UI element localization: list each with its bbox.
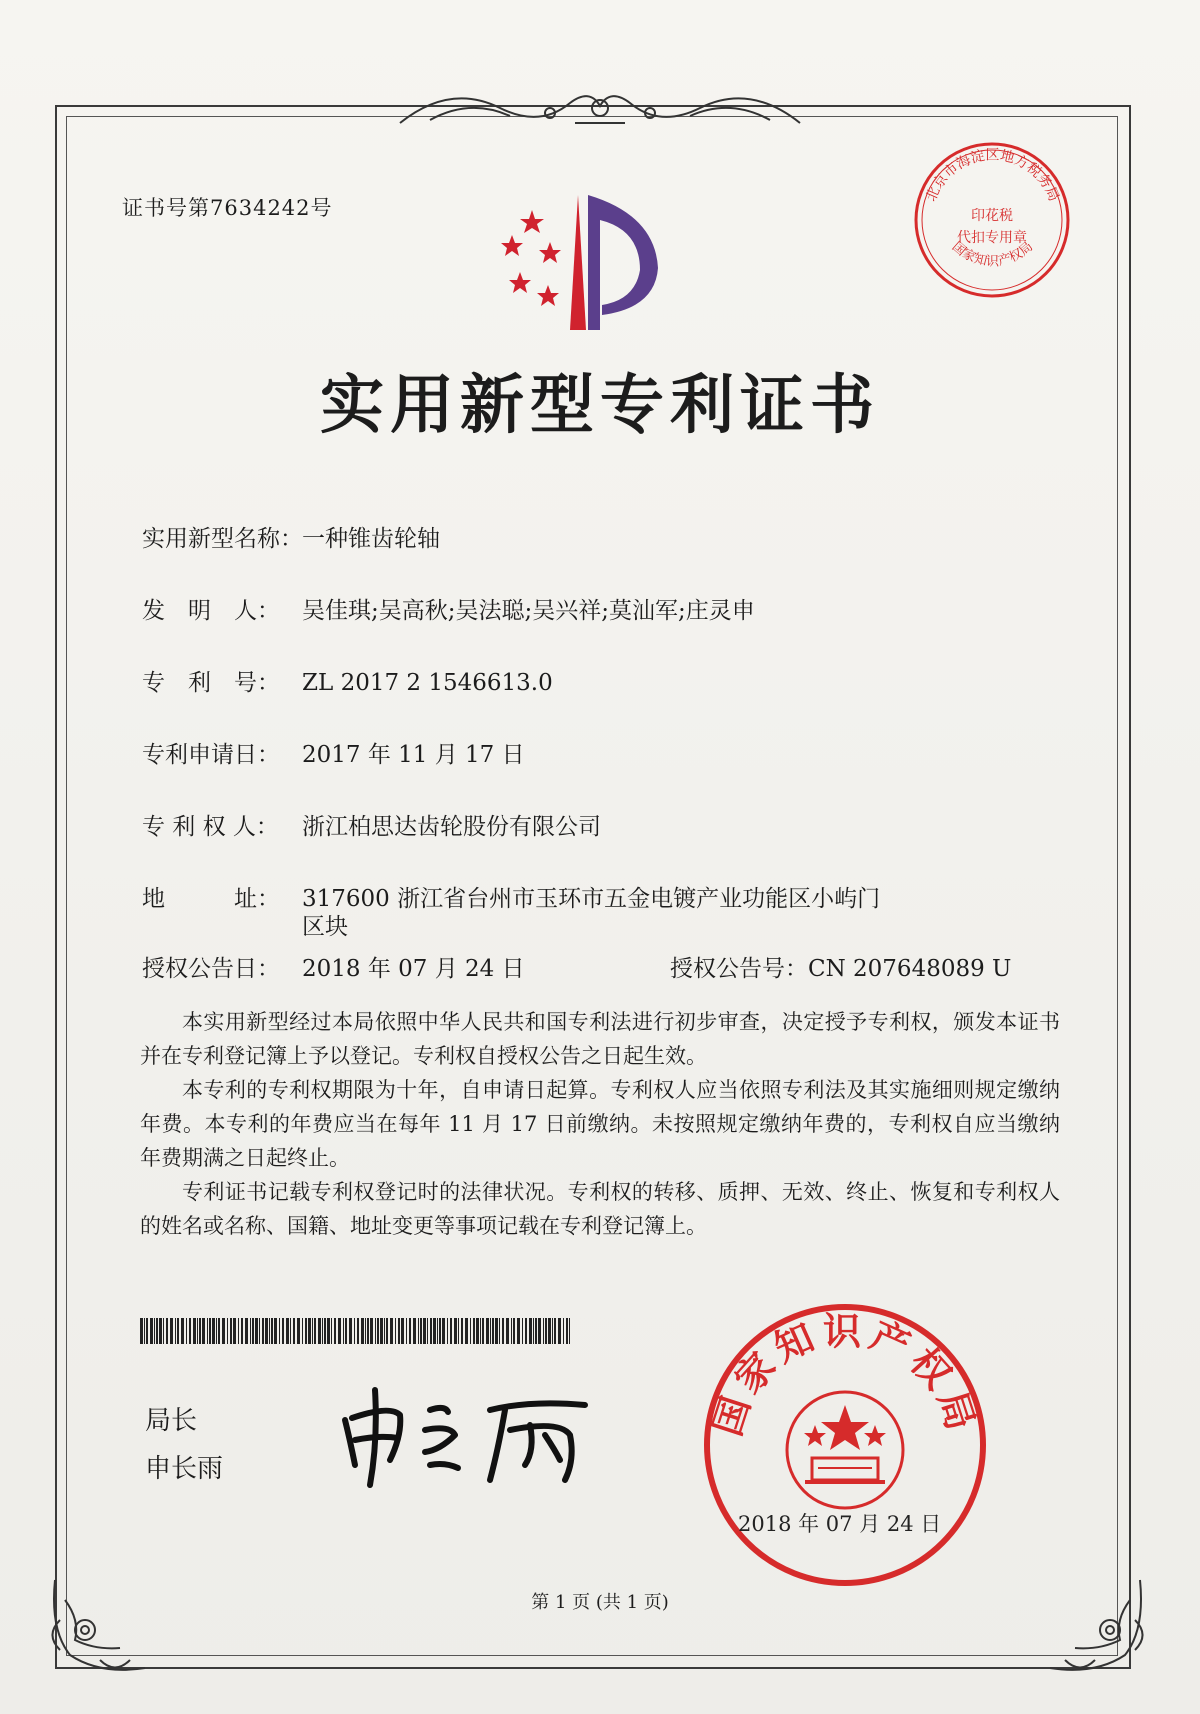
- barcode-bar: [314, 1318, 316, 1344]
- barcode-bar: [476, 1318, 479, 1344]
- barcode-bar: [199, 1318, 201, 1344]
- barcode-bar: [442, 1318, 445, 1344]
- barcode-bar: [166, 1318, 168, 1344]
- barcode-bar: [433, 1318, 436, 1344]
- barcode-bar: [255, 1318, 258, 1344]
- bottom-right-ornament: [1035, 1560, 1155, 1680]
- barcode-bar: [427, 1318, 428, 1344]
- barcode-bar: [406, 1318, 407, 1344]
- barcode-bar: [506, 1318, 509, 1344]
- field-label: 授权公告号：: [670, 956, 808, 982]
- top-ornament: [390, 78, 810, 138]
- barcode-bar: [212, 1318, 215, 1344]
- barcode-bar: [482, 1318, 484, 1344]
- barcode-bar: [522, 1318, 523, 1344]
- barcode-bar: [259, 1318, 260, 1344]
- barcode-bar: [189, 1318, 191, 1344]
- barcode-bar: [262, 1318, 264, 1344]
- barcode-bar: [282, 1318, 284, 1344]
- field-inventor: [142, 592, 755, 625]
- barcode-bar: [218, 1318, 220, 1344]
- barcode-bar: [473, 1318, 475, 1344]
- barcode-bar: [357, 1318, 359, 1344]
- barcode-bar: [454, 1318, 457, 1344]
- barcode-bar: [150, 1318, 153, 1344]
- barcode-bar: [222, 1318, 225, 1344]
- field-value: 2017 年 11 月 17 日: [302, 742, 525, 768]
- field-label: 专 利 号：: [142, 670, 280, 696]
- barcode-bar: [238, 1318, 239, 1344]
- barcode-bar: [384, 1318, 385, 1344]
- barcode-bar: [286, 1318, 289, 1344]
- barcode-bar: [569, 1318, 570, 1344]
- seal-ring-text: 国家知识产权局: [705, 1309, 985, 1442]
- barcode-bar: [495, 1318, 498, 1344]
- barcode-bar: [144, 1318, 145, 1344]
- paragraph-3: 专利证书记载专利权登记时的法律状况。专利权的转移、质押、无效、终止、恢复和专利权人的姓名或名称、国籍、地址变更等事项记载在专利登记簿上。: [140, 1180, 1060, 1238]
- barcode-bar: [327, 1318, 330, 1344]
- barcode-bar: [380, 1318, 383, 1344]
- barcode-bar: [365, 1318, 366, 1344]
- field-utility-model-name: [142, 520, 440, 553]
- field-grant-date: [142, 950, 525, 983]
- barcode-bar: [159, 1318, 162, 1344]
- handwritten-signature: [330, 1380, 600, 1490]
- barcode-bar: [175, 1318, 176, 1344]
- barcode-bar: [563, 1318, 564, 1344]
- barcode-bar: [554, 1318, 556, 1344]
- tax-seal: [910, 138, 1075, 303]
- field-patent-number: [142, 664, 553, 697]
- barcode-bar: [308, 1318, 311, 1344]
- barcode-bar: [354, 1318, 355, 1344]
- seal-date: 2018 年 07 月 24 日: [738, 1512, 942, 1536]
- barcode-bar: [343, 1318, 344, 1344]
- barcode-bar: [230, 1318, 232, 1344]
- barcode-bar: [465, 1318, 468, 1344]
- barcode-bar: [535, 1318, 537, 1344]
- barcode-bar: [331, 1318, 332, 1344]
- director-title: 局长: [145, 1406, 198, 1436]
- barcode-bar: [252, 1318, 254, 1344]
- barcode-bar: [324, 1318, 326, 1344]
- barcode-bar: [318, 1318, 321, 1344]
- barcode-bar: [458, 1318, 459, 1344]
- barcode-bar: [312, 1318, 313, 1344]
- paragraph-2: 本专利的专利权期限为十年，自申请日起算。专利权人应当依照专利法及其实施细则规定缴纳年费。本专利的年费应当在每年 11 月 17 日前缴纳。未按照规定缴纳年费的，专利权自应当缴纳年费期满之日起终止。: [140, 1078, 1060, 1170]
- barcode-bar: [375, 1318, 376, 1344]
- barcode-bar: [322, 1318, 323, 1344]
- field-value: CN 207648089 U: [808, 956, 1012, 982]
- barcode-bar: [502, 1318, 504, 1344]
- barcode-bar: [490, 1318, 491, 1344]
- field-label: 授权公告日：: [142, 956, 280, 982]
- field-value: 317600 浙江省台州市玉环市五金电镀产业功能区小屿门: [302, 886, 881, 912]
- barcode-bar: [450, 1318, 452, 1344]
- field-value: 浙江柏思达齿轮股份有限公司: [302, 814, 601, 840]
- barcode-bar: [163, 1318, 164, 1344]
- barcode-bar: [290, 1318, 291, 1344]
- barcode-bar: [377, 1318, 379, 1344]
- national-emblem: [787, 1392, 903, 1508]
- director-name: 申长雨: [145, 1454, 224, 1484]
- barcode-bar: [470, 1318, 471, 1344]
- barcode-bar: [420, 1318, 422, 1344]
- barcode-bar: [279, 1318, 280, 1344]
- certificate-title: 实用新型专利证书: [320, 369, 880, 443]
- barcode-bar: [566, 1318, 568, 1344]
- barcode-bar: [193, 1318, 196, 1344]
- body-paragraphs: [140, 1005, 1060, 1243]
- barcode-bar: [370, 1318, 373, 1344]
- field-application-date: [142, 736, 525, 769]
- barcode-bar: [241, 1318, 243, 1344]
- paragraph-1: 本实用新型经过本局依照中华人民共和国专利法进行初步审查，决定授予专利权，颁发本证书并在专利登记簿上予以登记。专利权自授权公告之日起生效。: [140, 1010, 1060, 1068]
- barcode-bar: [492, 1318, 494, 1344]
- barcode-bar: [305, 1318, 307, 1344]
- barcode-bar: [525, 1318, 527, 1344]
- barcode-bar: [486, 1318, 489, 1344]
- tax-seal-ring-text: 北京市海淀区地方税务局: [923, 147, 1062, 204]
- barcode-bar: [233, 1318, 236, 1344]
- barcode-bar: [250, 1318, 251, 1344]
- barcode-bar: [439, 1318, 441, 1344]
- barcode-bar: [447, 1318, 448, 1344]
- barcode-bar: [533, 1318, 534, 1344]
- barcode-bar: [302, 1318, 303, 1344]
- field-value: 吴佳琪;吴高秋;吴法聪;吴兴祥;莫汕军;庄灵申: [302, 598, 755, 624]
- field-label: 地 址：: [142, 886, 280, 912]
- barcode-bar: [430, 1318, 432, 1344]
- barcode-bar: [513, 1318, 515, 1344]
- barcode-bar: [395, 1318, 396, 1344]
- barcode-bar: [349, 1318, 352, 1344]
- barcode-bar: [390, 1318, 393, 1344]
- barcode-bar: [543, 1318, 544, 1344]
- barcode-bar: [545, 1318, 547, 1344]
- barcode-bar: [156, 1318, 158, 1344]
- barcode-bar: [274, 1318, 277, 1344]
- barcode-bar: [345, 1318, 347, 1344]
- barcode-bar: [338, 1318, 341, 1344]
- barcode-bar: [140, 1318, 143, 1344]
- certificate-number: 证书号第7634242号: [122, 196, 333, 220]
- barcode-bar: [423, 1318, 426, 1344]
- barcode-bar: [245, 1318, 248, 1344]
- barcode-bar: [209, 1318, 211, 1344]
- tax-seal-ring-bottom: 国家知识产权局: [948, 239, 1037, 270]
- cnipa-emblem: [490, 190, 680, 340]
- barcode-bar: [413, 1318, 416, 1344]
- field-label: 专 利 权 人：: [142, 814, 279, 840]
- barcode-bar: [398, 1318, 400, 1344]
- barcode-bar: [401, 1318, 404, 1344]
- field-label: 专利申请日：: [142, 742, 280, 768]
- barcode-bar: [197, 1318, 198, 1344]
- cnipa-official-seal: [700, 1300, 990, 1590]
- barcode-bar: [437, 1318, 438, 1344]
- field-grant-number: [670, 950, 1011, 983]
- field-value: 2018 年 07 月 24 日: [302, 956, 525, 982]
- barcode-bar: [418, 1318, 419, 1344]
- barcode-bar: [186, 1318, 187, 1344]
- barcode-bar: [207, 1318, 208, 1344]
- barcode-bar: [227, 1318, 228, 1344]
- barcode-bar: [538, 1318, 541, 1344]
- field-address-continued: 区块: [302, 914, 348, 940]
- barcode-bar: [170, 1318, 173, 1344]
- barcode-bar: [202, 1318, 205, 1344]
- bottom-left-ornament: [40, 1560, 160, 1680]
- barcode-bar: [271, 1318, 273, 1344]
- field-value: ZL 2017 2 1546613.0: [302, 670, 553, 696]
- barcode-bar: [265, 1318, 268, 1344]
- barcode-bar: [511, 1318, 512, 1344]
- barcode-bar: [177, 1318, 179, 1344]
- field-value: 一种锥齿轮轴: [302, 526, 440, 552]
- barcode-bar: [293, 1318, 295, 1344]
- barcode-bar: [552, 1318, 553, 1344]
- barcode-bar: [529, 1318, 532, 1344]
- barcode-bar: [269, 1318, 270, 1344]
- barcode-bar: [548, 1318, 551, 1344]
- barcode-bar: [181, 1318, 184, 1344]
- field-label: 发 明 人：: [142, 598, 280, 624]
- barcode-bar: [386, 1318, 388, 1344]
- field-patentee: [142, 808, 601, 841]
- barcode-bar: [461, 1318, 463, 1344]
- page-number: 第 1 页 (共 1 页): [531, 1592, 669, 1613]
- barcode-bar: [409, 1318, 411, 1344]
- barcode-bar: [297, 1318, 300, 1344]
- barcode-bar: [334, 1318, 336, 1344]
- barcode-bar: [367, 1318, 369, 1344]
- barcode-bar: [146, 1318, 148, 1344]
- barcode-bar: [558, 1318, 561, 1344]
- tax-seal-center-1: 印花税: [971, 208, 1013, 224]
- tax-seal-center-2: 代扣专用章: [957, 230, 1027, 246]
- barcode-bar: [480, 1318, 481, 1344]
- field-address: [142, 880, 880, 913]
- barcode-bar: [517, 1318, 520, 1344]
- barcode-bar: [499, 1318, 500, 1344]
- barcode-bar: [154, 1318, 155, 1344]
- barcode-bar: [361, 1318, 364, 1344]
- barcode-bar: [216, 1318, 217, 1344]
- field-label: 实用新型名称：: [142, 526, 303, 552]
- barcode: [140, 1318, 570, 1344]
